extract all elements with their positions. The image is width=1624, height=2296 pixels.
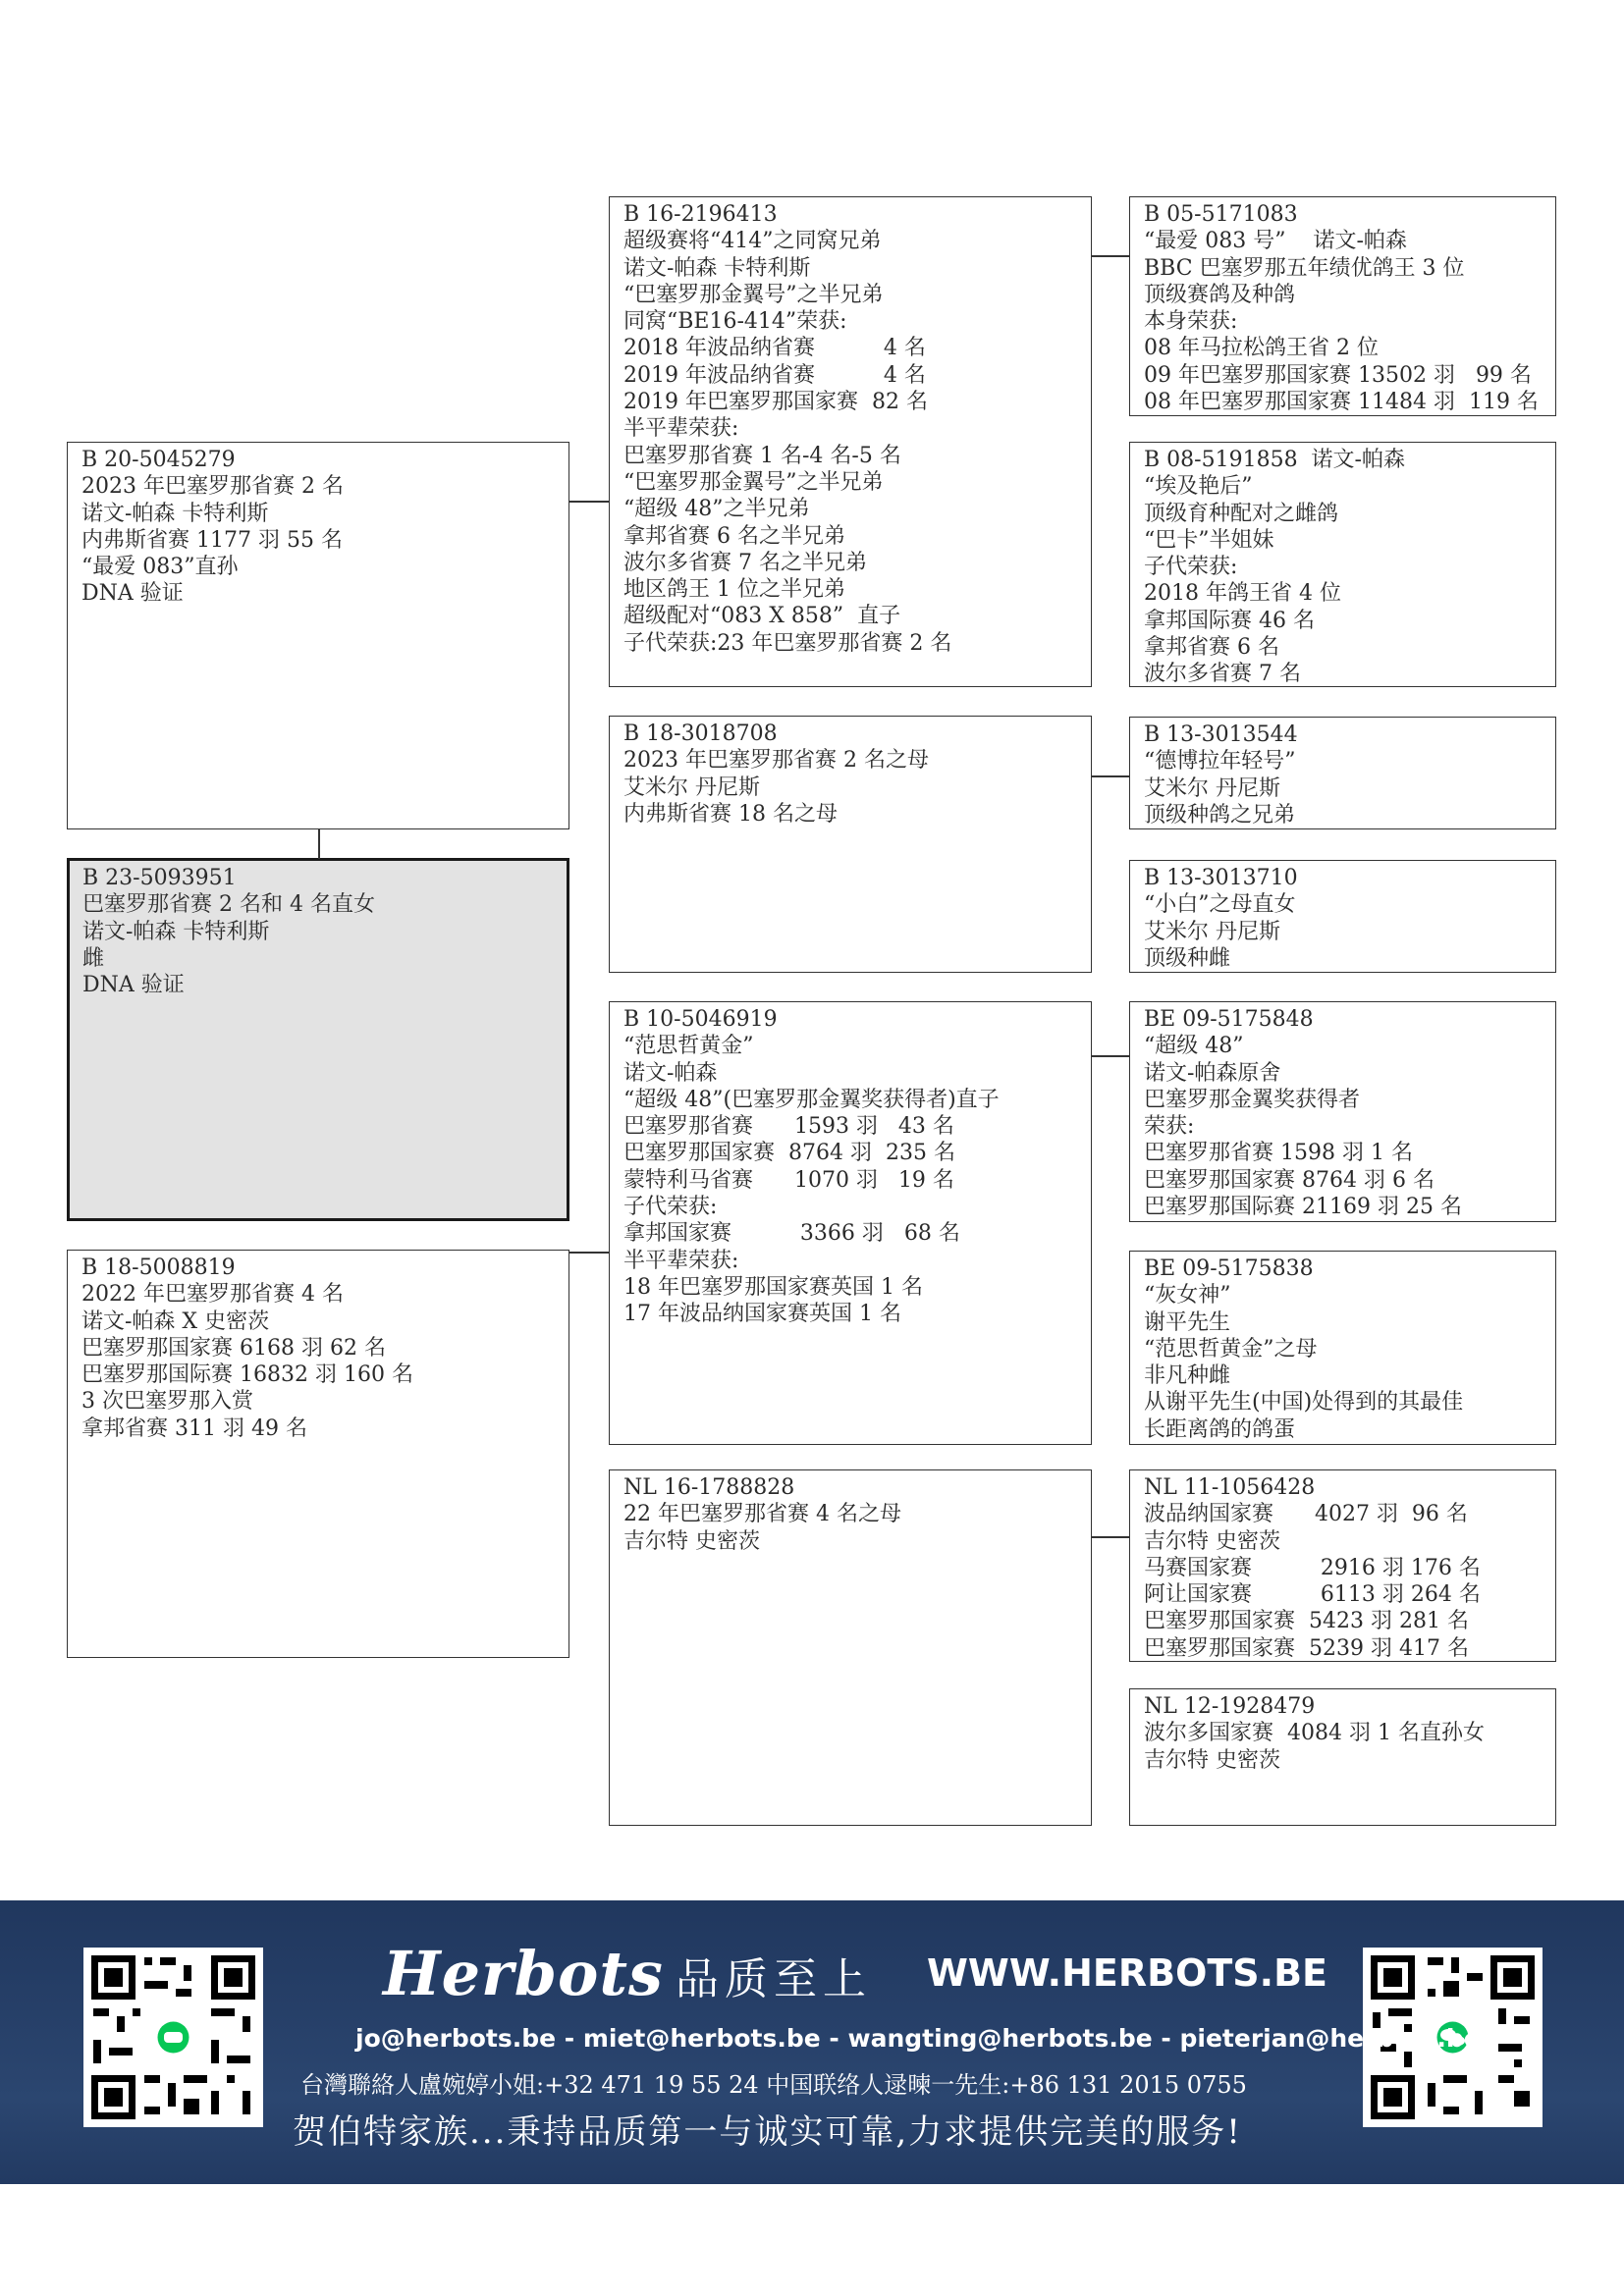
- ring-number: BE 09-5175838: [1144, 1256, 1314, 1281]
- pedigree-box-dam-dam-sire: [1129, 1469, 1556, 1662]
- pedigree-box-sire-dam: [609, 716, 1092, 973]
- ring-number: B 13-3013710: [1144, 866, 1298, 890]
- phone-contacts: 台灣聯絡人盧婉婷小姐:+32 471 19 55 24 中国联络人逯暕一先生:+86 131 2015 0755: [300, 2071, 1247, 2099]
- pedigree-box-sire-sire-sire: [1129, 196, 1556, 416]
- pedigree-line: “埃及艳后”: [1144, 474, 1253, 500]
- footer-banner: [0, 1900, 1624, 2184]
- email-contacts[interactable]: jo@herbots.be - miet@herbots.be - wangting@herbots.be - pieterjan@herbots.be: [355, 2024, 1481, 2053]
- ring-number: B 13-3013544: [1144, 722, 1298, 747]
- footer-tagline: 贺伯特家族...秉持品质第一与诚实可靠,力求提供完美的服务!: [293, 2112, 1242, 2152]
- ring-number: B 10-5046919: [623, 1007, 778, 1032]
- pedigree-line: DNA 验证: [81, 581, 184, 607]
- pedigree-line: 2019 年巴塞罗那国家赛 82 名: [623, 390, 928, 415]
- pedigree-line: 艾米尔 丹尼斯: [1144, 919, 1280, 944]
- pedigree-line: 顶级育种配对之雌鸽: [1144, 501, 1339, 526]
- pedigree-line: 巴塞罗那省赛 1 名-4 名-5 名: [623, 443, 901, 468]
- pedigree-line: 2019 年波品纳省赛 4 名: [623, 362, 926, 388]
- pedigree-line: 巴塞罗那省赛 1593 羽 43 名: [623, 1114, 954, 1140]
- pedigree-line: 同窝“BE16-414”荣获:: [623, 309, 847, 335]
- pedigree-line: 巴塞罗那国家赛 8764 羽 235 名: [623, 1141, 955, 1166]
- pedigree-line: “巴塞罗那金翼号”之半兄弟: [623, 469, 884, 495]
- brand-slogan: 品质至上: [676, 1954, 872, 2004]
- pedigree-line: BBC 巴塞罗那五年绩优鸽王 3 位: [1144, 255, 1465, 281]
- pedigree-line: 诺文-帕森 卡特利斯: [81, 501, 269, 526]
- pedigree-line: 诺文-帕森 X 史密茨: [81, 1308, 270, 1334]
- pedigree-line: 地区鸽王 1 位之半兄弟: [623, 577, 845, 603]
- pedigree-line: 拿邦省赛 6 名之半兄弟: [623, 523, 845, 549]
- pedigree-line: 09 年巴塞罗那国家赛 13502 羽 99 名: [1144, 362, 1532, 388]
- pedigree-line: 半平辈荣获:: [623, 416, 739, 442]
- pedigree-line: 顶级赛鸽及种鸽: [1144, 282, 1296, 307]
- pedigree-box-sire-sire: [609, 196, 1092, 687]
- pedigree-line: 半平辈荣获:: [623, 1248, 739, 1273]
- pedigree-line: 诺文-帕森 卡特利斯: [623, 255, 811, 281]
- pedigree-line: 长距离鸽的鸽蛋: [1144, 1416, 1296, 1442]
- pedigree-line: 内弗斯省赛 1177 羽 55 名: [81, 527, 343, 553]
- pedigree-box-sire: [67, 442, 569, 829]
- pedigree-line: 波尔多国家赛 4084 羽 1 名直孙女: [1144, 1721, 1485, 1746]
- ring-number: B 23-5093951: [82, 866, 237, 890]
- ring-number: NL 12-1928479: [1144, 1694, 1316, 1719]
- pedigree-line: 18 年巴塞罗那国家赛英国 1 名: [623, 1274, 923, 1300]
- connector-line: [1092, 1055, 1129, 1057]
- ring-number: B 16-2196413: [623, 202, 778, 227]
- pedigree-line: “灰女神”: [1144, 1283, 1231, 1308]
- pedigree-line: “德博拉年轻号”: [1144, 749, 1296, 774]
- pedigree-line: “巴卡”半姐妹: [1144, 527, 1274, 553]
- pedigree-box-dam: [67, 1250, 569, 1658]
- pedigree-line: 从谢平先生(中国)处得到的其最佳: [1144, 1390, 1464, 1415]
- pedigree-line: 拿邦省赛 6 名: [1144, 635, 1279, 661]
- ring-number: NL 16-1788828: [623, 1475, 795, 1500]
- pedigree-line: 08 年巴塞罗那国家赛 11484 羽 119 名: [1144, 390, 1539, 415]
- pedigree-line: 顶级种雌: [1144, 945, 1231, 971]
- pedigree-line: 顶级种鸽之兄弟: [1144, 802, 1296, 828]
- pedigree-line: 2023 年巴塞罗那省赛 2 名之母: [623, 748, 929, 774]
- pedigree-line: 巴塞罗那国家赛 8764 羽 6 名: [1144, 1167, 1435, 1193]
- connector-line: [569, 1252, 609, 1254]
- brand-logo: Herbots: [383, 1938, 664, 2009]
- pedigree-box-sire-dam-sire: [1129, 717, 1556, 829]
- pedigree-line: 吉尔特 史密茨: [1144, 1528, 1280, 1554]
- pedigree-line: “超级 48”(巴塞罗那金翼奖获得者)直子: [623, 1087, 1000, 1112]
- pedigree-line: 巴塞罗那金翼奖获得者: [1144, 1087, 1361, 1112]
- ring-number: B 18-3018708: [623, 721, 778, 746]
- qr-code-left-graphic: [83, 1948, 263, 2127]
- pedigree-line: 2023 年巴塞罗那省赛 2 名: [81, 474, 344, 500]
- pedigree-box-dam-sire: [609, 1001, 1092, 1445]
- pedigree-line: 22 年巴塞罗那省赛 4 名之母: [623, 1502, 901, 1527]
- pedigree-line: 3 次巴塞罗那入赏: [81, 1389, 253, 1415]
- pedigree-line: “小白”之母直女: [1144, 892, 1296, 918]
- pedigree-line: 拿邦省赛 311 羽 49 名: [81, 1415, 307, 1441]
- pedigree-line: 2018 年波品纳省赛 4 名: [623, 336, 926, 361]
- pedigree-line: 波尔多省赛 7 名之半兄弟: [623, 550, 867, 575]
- pedigree-line: 非凡种雌: [1144, 1363, 1231, 1389]
- pedigree-line: “最爱 083 号” 诺文-帕森: [1144, 229, 1407, 254]
- pedigree-line: 拿邦国家赛 3366 羽 68 名: [623, 1221, 960, 1247]
- connector-line: [569, 501, 609, 503]
- pedigree-line: “超级 48”: [1144, 1034, 1244, 1059]
- connector-line: [1092, 775, 1129, 777]
- pedigree-line: “巴塞罗那金翼号”之半兄弟: [623, 282, 884, 307]
- pedigree-line: 诺文-帕森原舍: [1144, 1060, 1281, 1086]
- pedigree-line: 巴塞罗那国家赛 5239 羽 417 名: [1144, 1635, 1469, 1661]
- pedigree-box-sire-dam-dam: [1129, 860, 1556, 973]
- pedigree-line: 巴塞罗那省赛 1598 羽 1 名: [1144, 1141, 1413, 1166]
- website-link[interactable]: WWW.HERBOTS.BE: [927, 1951, 1328, 1995]
- pedigree-line: “范思哲黄金”: [623, 1034, 754, 1059]
- pedigree-line: 2022 年巴塞罗那省赛 4 名: [81, 1282, 344, 1308]
- pedigree-line: 超级赛将“414”之同窝兄弟: [623, 229, 882, 254]
- pedigree-line: 阿让国家赛 6113 羽 264 名: [1144, 1582, 1481, 1608]
- pedigree-box-dam-dam: [609, 1469, 1092, 1826]
- pedigree-line: 巴塞罗那国际赛 16832 羽 160 名: [81, 1362, 413, 1388]
- connector-line: [1092, 1536, 1129, 1538]
- pedigree-box-dam-sire-dam: [1129, 1251, 1556, 1445]
- pedigree-line: “最爱 083”直孙: [81, 555, 239, 580]
- pedigree-line: 超级配对“083 X 858” 直子: [623, 604, 901, 629]
- pedigree-line: 2018 年鸽王省 4 位: [1144, 581, 1341, 607]
- pedigree-line: “超级 48”之半兄弟: [623, 497, 810, 522]
- pedigree-line: 艾米尔 丹尼斯: [1144, 775, 1280, 801]
- pedigree-line: 08 年马拉松鸽王省 2 位: [1144, 336, 1379, 361]
- pedigree-box-subject: [67, 858, 569, 1221]
- pedigree-box-dam-sire-sire: [1129, 1001, 1556, 1222]
- ring-number: BE 09-5175848: [1144, 1007, 1314, 1032]
- pedigree-box-dam-dam-dam: [1129, 1688, 1556, 1826]
- pedigree-line: 波品纳国家赛 4027 羽 96 名: [1144, 1502, 1468, 1527]
- ring-number: NL 11-1056428: [1144, 1475, 1316, 1500]
- pedigree-line: 诺文-帕森 卡特利斯: [82, 919, 270, 944]
- pedigree-line: DNA 验证: [82, 973, 185, 998]
- pedigree-line: 子代荣获:: [1144, 555, 1238, 580]
- ring-number: B 08-5191858 诺文-帕森: [1144, 448, 1405, 472]
- pedigree-line: 子代荣获:: [623, 1195, 718, 1220]
- connector-line: [1092, 255, 1129, 257]
- pedigree-line: 雌: [82, 945, 105, 971]
- pedigree-line: 谢平先生: [1144, 1309, 1231, 1335]
- pedigree-line: 内弗斯省赛 18 名之母: [623, 801, 838, 827]
- pedigree-line: 马赛国家赛 2916 羽 176 名: [1144, 1555, 1481, 1580]
- ring-number: B 20-5045279: [81, 448, 236, 472]
- pedigree-line: “范思哲黄金”之母: [1144, 1336, 1318, 1362]
- pedigree-line: 拿邦国际赛 46 名: [1144, 608, 1315, 633]
- pedigree-line: 巴塞罗那国家赛 5423 羽 281 名: [1144, 1609, 1469, 1634]
- pedigree-line: 艾米尔 丹尼斯: [623, 774, 760, 800]
- pedigree-line: 17 年波品纳国家赛英国 1 名: [623, 1302, 901, 1327]
- pedigree-line: 吉尔特 史密茨: [1144, 1747, 1280, 1773]
- pedigree-line: 波尔多省赛 7 名: [1144, 662, 1301, 687]
- pedigree-box-sire-sire-dam: [1129, 442, 1556, 687]
- connector-line: [318, 829, 320, 859]
- pedigree-line: 本身荣获:: [1144, 309, 1238, 335]
- qr-code-line[interactable]: [83, 1948, 263, 2127]
- pedigree-line: 吉尔特 史密茨: [623, 1528, 760, 1554]
- pedigree-line: 诺文-帕森: [623, 1060, 718, 1086]
- pedigree-line: 巴塞罗那国家赛 6168 羽 62 名: [81, 1335, 386, 1361]
- pedigree-line: 巴塞罗那国际赛 21169 羽 25 名: [1144, 1195, 1462, 1220]
- pedigree-line: 子代荣获:23 年巴塞罗那省赛 2 名: [623, 630, 952, 656]
- ring-number: B 18-5008819: [81, 1255, 236, 1280]
- pedigree-line: 蒙特利马省赛 1070 羽 19 名: [623, 1167, 954, 1193]
- pedigree-line: 巴塞罗那省赛 2 名和 4 名直女: [82, 892, 375, 918]
- ring-number: B 05-5171083: [1144, 202, 1298, 227]
- pedigree-line: 荣获:: [1144, 1114, 1195, 1140]
